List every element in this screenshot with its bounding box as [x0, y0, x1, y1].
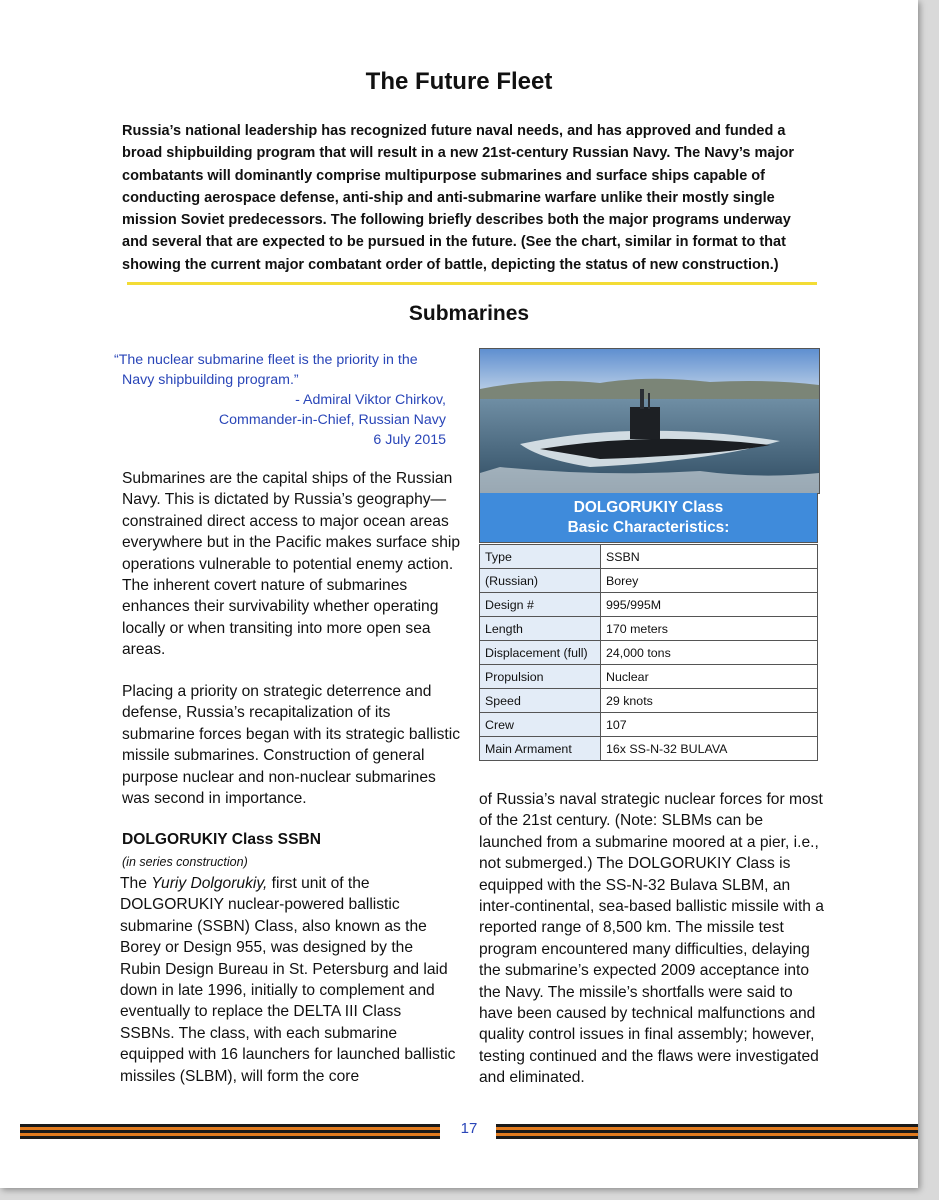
- body-paragraph-1: Submarines are the capital ships of the Russian Navy. This is dictated by Russia’s geography—constrained direct access to major ocean areas everywhere but in the Pacific makes surface ship operations vulnerable to potential enemy action. The inherent covert nature of submarines enhances their survivability whether operating locally or when transiting into more open sea areas.: [122, 470, 461, 659]
- row-label: Design #: [480, 593, 601, 617]
- table-row: [480, 689, 818, 713]
- row-label: Propulsion: [480, 665, 601, 689]
- body-paragraph-4: of Russia’s naval strategic nuclear forces for most of the 21st century. (Note: SLBMs can be launched from a submarine moored at a pier, i.e., not submerged.) The DOLGORUKIY Class is equipped with the SS-N-32 Bulava SLBM, an inter-continental, sea-based ballistic missile with a reported range of 8,500 km. The missile test program encountered many difficulties, delaying the submarine’s expected 2009 acceptance into the Navy. The missile’s shortfalls were said to have been caused by technical malfunctions and quality control issues in final assembly; however, testing continued and the flaws were investigated and eliminated.: [479, 791, 824, 1087]
- characteristics-table: [479, 544, 818, 761]
- card-title: DOLGORUKIY Class: [573, 499, 724, 516]
- row-value: 995/995M: [601, 593, 818, 617]
- intro-paragraph: Russia’s national leadership has recognized future naval needs, and has approved and funded a broad shipbuilding program that will result in a new 21st-century Russian Navy. The Navy’s major combatants will dominantly comprise multipurpose submarines and surface ships capable of conducting aerospace defense, anti-ship and anti-submarine warfare unlike their mostly single mission Soviet predecessors. The following briefly describes both the major programs underway and several that are expected to be pursued in the future. (See the chart, similar in format to that showing the current major combatant order of battle, depicting the status of new construction.): [122, 123, 794, 273]
- body-paragraph-2: Placing a priority on strategic deterrence and defense, Russia’s recapitalization of its submarine forces began with its strategic ballistic missile submarines. Construction of general purpose nuclear and non-nuclear submarines was second in importance.: [122, 683, 461, 808]
- submarine-illustration: [480, 349, 819, 493]
- table-row: [480, 593, 818, 617]
- card-subtitle: Basic Characteristics:: [567, 519, 730, 536]
- row-value: SSBN: [601, 545, 818, 569]
- para3-rest: first unit of the DOLGORUKIY nuclear-powered ballistic submarine (SSBN) Class, also known as the Borey or Design 955, was designed by the Rubin Design Bureau in St. Petersburg and laid down in late 1996, initially to complement and eventually to replace the DELTA III Class SSBNs. The class, with each submarine equipped with 16 launchers for launched ballistic missiles (SLBM), will form the core: [120, 875, 456, 1085]
- para3-ship-name: Yuriy Dolgorukiy,: [151, 875, 268, 892]
- table-row: [480, 545, 818, 569]
- quote-line-2: Navy shipbuilding program.”: [122, 372, 299, 388]
- row-label: Main Armament: [480, 737, 601, 761]
- row-label: Displacement (full): [480, 641, 601, 665]
- row-value: Borey: [601, 569, 818, 593]
- table-row: [480, 617, 818, 641]
- row-label: (Russian): [480, 569, 601, 593]
- yellow-divider: [127, 282, 817, 285]
- subsection-note: (in series construction): [122, 855, 248, 869]
- quote-line-1: “The nuclear submarine fleet is the priority in the: [114, 352, 418, 368]
- row-value: 24,000 tons: [601, 641, 818, 665]
- section-heading: Submarines: [408, 302, 530, 325]
- row-value: 29 knots: [601, 689, 818, 713]
- quote-date: 6 July 2015: [373, 432, 446, 448]
- subsection-heading: DOLGORUKIY Class SSBN: [122, 831, 322, 848]
- table-row: [480, 641, 818, 665]
- row-value: Nuclear: [601, 665, 818, 689]
- card-header: [479, 493, 818, 543]
- quote-title: Commander-in-Chief, Russian Navy: [218, 412, 446, 428]
- row-value: 16x SS-N-32 BULAVA: [601, 737, 818, 761]
- table-row: [480, 665, 818, 689]
- row-value: 107: [601, 713, 818, 737]
- row-label: Length: [480, 617, 601, 641]
- table-row: [480, 737, 818, 761]
- row-label: Speed: [480, 689, 601, 713]
- row-label: Crew: [480, 713, 601, 737]
- body-paragraph-3: [120, 873, 456, 1087]
- submarine-photo: [479, 348, 820, 494]
- pull-quote: [114, 350, 446, 450]
- row-value: 170 meters: [601, 617, 818, 641]
- quote-attribution: - Admiral Viktor Chirkov,: [295, 392, 446, 408]
- page-number: 17: [460, 1120, 478, 1137]
- page-title: The Future Fleet: [365, 68, 553, 95]
- para3-lead: The: [120, 875, 152, 892]
- table-row: [480, 569, 818, 593]
- table-row: [480, 713, 818, 737]
- row-label: Type: [480, 545, 601, 569]
